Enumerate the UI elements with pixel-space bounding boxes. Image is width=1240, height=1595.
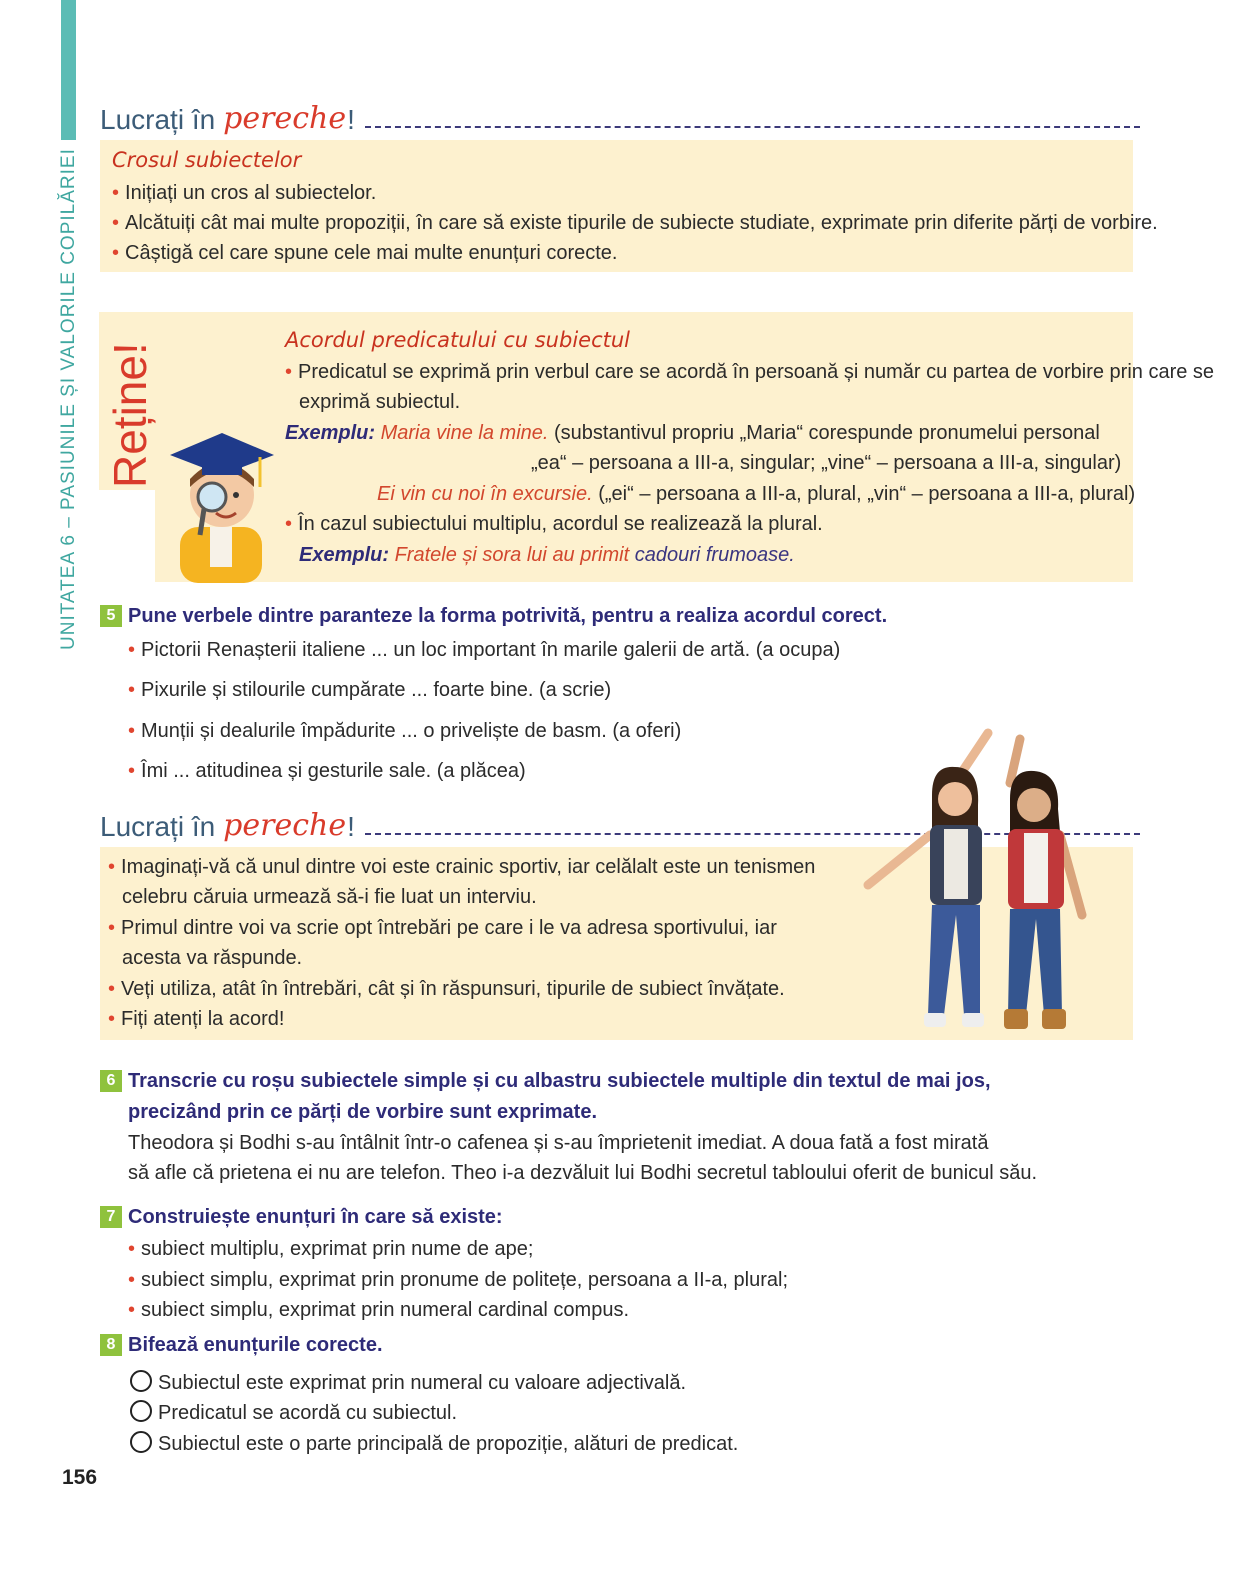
two-girls-image xyxy=(860,725,1090,1040)
list-item: • Primul dintre voi va scrie opt întrebări pe care i le va adresa sportivului, iar xyxy=(108,917,777,939)
list-item: • Pictorii Renașterii italiene ... un loc important în marile galerii de artă. (a ocupa) xyxy=(128,639,841,661)
exercise-5-question: 5 Pune verbele dintre paranteze la forma potrivită, pentru a realiza acordul corect. xyxy=(100,601,887,631)
heading-bang: ! xyxy=(347,811,355,842)
list-item-cont: celebru căruia urmează să-i fie luat un interviu. xyxy=(122,886,537,908)
example-3: Exemplu: Fratele și sora lui au primit cadouri frumoase. xyxy=(299,544,795,566)
heading-lead: Lucrați în xyxy=(100,104,216,135)
checkbox-option[interactable]: Subiectul este exprimat prin numeral cu valoare adjectivală. xyxy=(130,1368,686,1398)
heading-script: pereche xyxy=(223,101,347,136)
list-item: • Inițiați un cros al subiectelor. xyxy=(112,182,377,204)
rule-line-1: • Predicatul se exprimă prin verbul care se acordă în persoană și număr cu partea de vorbire prin care se xyxy=(285,361,1215,383)
pair-work-heading-1 xyxy=(100,96,1140,136)
cros-box xyxy=(100,140,1158,272)
graduate-boy-image xyxy=(160,415,280,583)
exercise-6-text-line-2: să afle că prietena ei nu are telefon. Theo i-a dezvăluit lui Bodhi secretul tabloului oferit de bunicul său. xyxy=(128,1162,1038,1184)
list-item: • Imaginați-vă că unul dintre voi este crainic sportiv, iar celălalt este un tenismen xyxy=(108,856,816,878)
list-item: • Veți utiliza, atât în întrebări, cât și în răspunsuri, tipurile de subiect învățate. xyxy=(108,978,785,1000)
list-item: • Pixurile și stilourile cumpărate ... foarte bine. (a scrie) xyxy=(128,679,612,701)
example-2: Ei vin cu noi în excursie. („ei“ – persoana a III-a, plural, „vin“ – persoana a III-a, plural) xyxy=(377,483,1136,505)
heading-lead: Lucrați în xyxy=(100,811,216,842)
exercise-7-question: 7 Construiește enunțuri în care să existe: xyxy=(100,1202,503,1232)
page-number: 156 xyxy=(62,1466,98,1489)
exercise-8-question: 8 Bifează enunțurile corecte. xyxy=(100,1330,383,1360)
list-item: • Fiți atenți la acord! xyxy=(108,1008,285,1030)
list-item: • Câștigă cel care spune cele mai multe enunțuri corecte. xyxy=(112,242,618,264)
cros-title: Crosul subiectelor xyxy=(112,148,302,172)
exercise-6-question: 6 Transcrie cu roșu subiectele simple și cu albastru subiectele multiple din textul de mai jos, xyxy=(100,1066,991,1096)
list-item: • subiect simplu, exprimat prin numeral cardinal compus. xyxy=(128,1299,629,1321)
acord-title: Acordul predicatului cu subiectul xyxy=(285,328,630,352)
heading-bang: ! xyxy=(347,104,355,135)
retine-label: Reține! xyxy=(104,342,156,488)
radio-circle-icon[interactable] xyxy=(130,1431,152,1453)
rule-line-2: • În cazul subiectului multiplu, acordul se realizează la plural. xyxy=(285,513,823,535)
heading-script: pereche xyxy=(223,808,347,843)
list-item: • subiect simplu, exprimat prin pronume de politețe, persoana a II-a, plural; xyxy=(128,1269,789,1291)
list-item: • Alcătuiți cât mai multe propoziții, în care să existe tipurile de subiecte studiate, exprimate prin diferite părți de vorbire. xyxy=(112,212,1158,234)
example-1: Exemplu: Maria vine la mine. (substantivul propriu „Maria“ corespunde pronumelui personal xyxy=(285,422,1100,444)
exercise-6-text-line-1: Theodora și Bodhi s-au întâlnit într-o cafenea și s-au împrietenit imediat. A doua fată a fost mirată xyxy=(128,1132,989,1154)
list-item: • Munții și dealurile împădurite ... o priveliște de basm. (a oferi) xyxy=(128,720,682,742)
example-1-cont: „ea“ – persoana a III-a, singular; „vine“ – persoana a III-a, singular) xyxy=(531,452,1122,474)
side-accent-bar xyxy=(61,0,76,140)
list-item-cont: acesta va răspunde. xyxy=(122,947,303,969)
rule-line-1-cont: exprimă subiectul. xyxy=(299,391,461,413)
checkbox-option[interactable]: Subiectul este o parte principală de propoziție, alături de predicat. xyxy=(130,1429,738,1459)
checkbox-option[interactable]: Predicatul se acordă cu subiectul. xyxy=(130,1398,457,1428)
dashed-divider xyxy=(365,126,1140,128)
radio-circle-icon[interactable] xyxy=(130,1400,152,1422)
list-item: • subiect multiplu, exprimat prin nume de ape; xyxy=(128,1238,534,1260)
unit-side-label: UNITATEA 6 – PASIUNILE ȘI VALORILE COPILĂRIEI xyxy=(58,148,79,650)
radio-circle-icon[interactable] xyxy=(130,1370,152,1392)
exercise-6-question-cont: precizând prin ce părți de vorbire sunt exprimate. xyxy=(128,1101,598,1123)
list-item: • Îmi ... atitudinea și gesturile sale. (a plăcea) xyxy=(128,760,526,782)
